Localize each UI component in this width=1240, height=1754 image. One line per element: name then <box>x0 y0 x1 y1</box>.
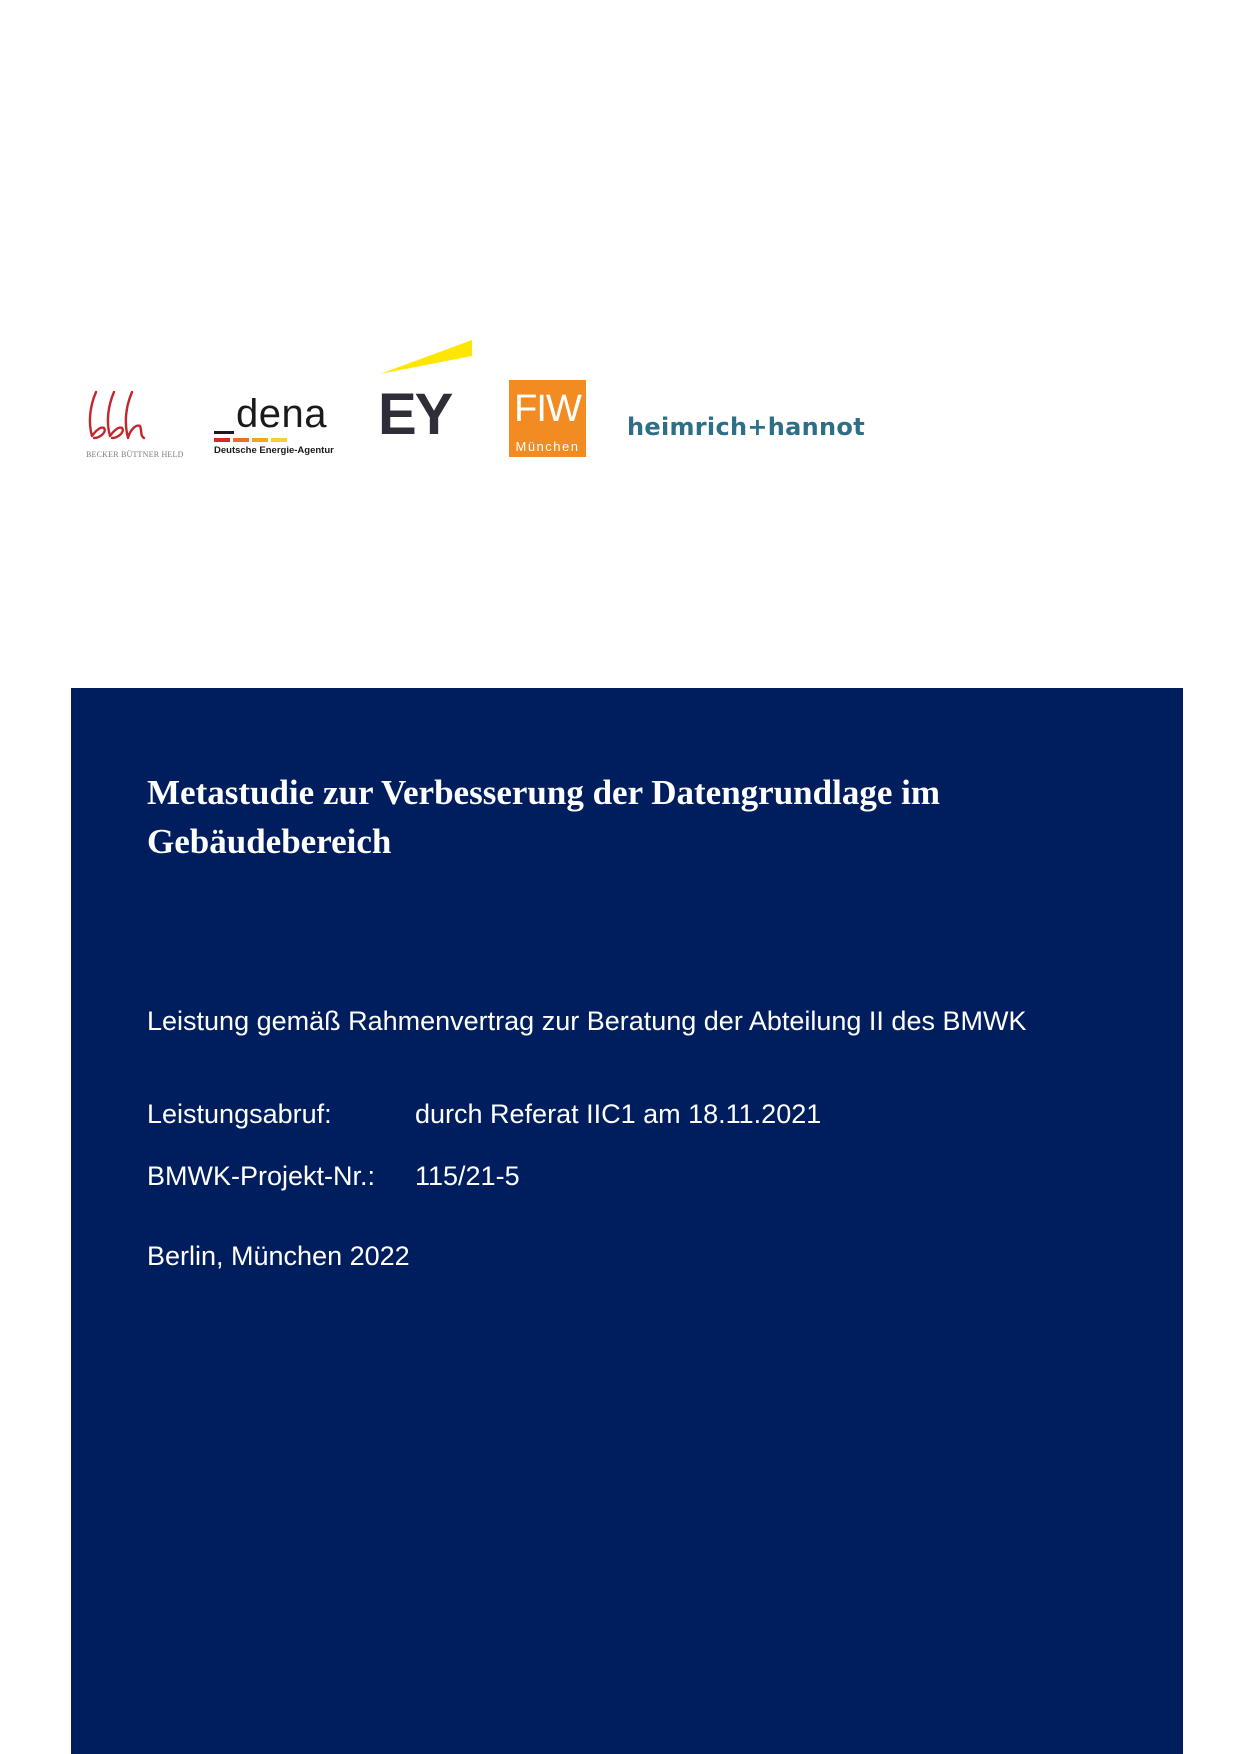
leistungsabruf-row <box>147 1099 1047 1129</box>
fiw-logo <box>509 380 586 457</box>
projekt-nr-value: 115/21-5 <box>415 1161 520 1191</box>
dena-bar-amber <box>252 438 268 442</box>
dena-bar-red <box>214 438 230 442</box>
partner-logos <box>0 340 1240 480</box>
contract-statement: Leistung gemäß Rahmenvertrag zur Beratung der Abteilung II des BMWK <box>147 1006 1027 1036</box>
ey-logo <box>378 340 474 450</box>
heimrich-hannot-logo: heimrich+hannot <box>627 413 865 441</box>
dena-logo-dash <box>214 431 234 434</box>
dena-logo <box>212 392 342 460</box>
document-title: Metastudie zur Verbesserung der Datengrundlage im Gebäudebereich <box>147 773 940 861</box>
bbh-logo-mark <box>86 388 152 444</box>
leistungsabruf-label: Leistungsabruf: <box>147 1099 332 1129</box>
dena-bar-orange <box>233 438 249 442</box>
ey-logo-wordmark: EY <box>378 382 452 447</box>
bbh-logo <box>86 388 182 460</box>
fiw-logo-wordmark: FIW <box>514 388 581 430</box>
fiw-logo-subtitle: München <box>515 439 580 454</box>
projekt-nr-row <box>147 1161 1047 1191</box>
dena-bar-yellow <box>271 438 287 442</box>
cover-panel <box>71 688 1183 1754</box>
dena-logo-wordmark: dena <box>236 392 327 436</box>
dena-logo-subtitle: Deutsche Energie-Agentur <box>214 445 334 456</box>
place-and-year: Berlin, München 2022 <box>147 1241 410 1271</box>
bbh-logo-subtitle: BECKER BÜTTNER HELD <box>86 450 184 459</box>
projekt-nr-label: BMWK-Projekt-Nr.: <box>147 1161 376 1191</box>
leistungsabruf-value: durch Referat IIC1 am 18.11.2021 <box>415 1099 822 1129</box>
ey-logo-beam <box>380 340 476 386</box>
dena-logo-color-bars <box>214 438 287 442</box>
